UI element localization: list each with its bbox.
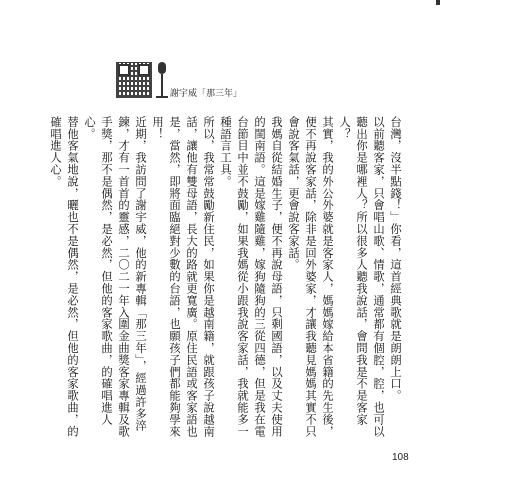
paragraph: 我媽自從結婚生子，便不再說母語，只剩國語，以及丈夫使用的閩南語。這是嫁雞隨雞，嫁狗隨狗的三從四德，但是我在電台節目中並不鼓勵，如果我媽從小跟我說客家話，我就能多一種語言工具。 — [219, 116, 283, 438]
paragraph: 近期，我訪問了謝宇威，他的新專輯「那三年」，經過許多淬鍊，才有一首首的靈感，二〇二一年入圍金曲獎客家專輯及歌手獎，那不是偶然，是必然，但他的客家歌曲，的確唱進人心。 — [83, 116, 147, 438]
top-edge-mark — [436, 0, 440, 5]
paragraph: 其實，我的外公外婆就是客家人，媽媽嫁給本省籍的先生後，便不再說客家話，除非是回外婆家，才讓我聽見媽媽其實不只會說客氣話，更會說客家話。 — [287, 116, 334, 438]
qr-code[interactable] — [116, 62, 152, 98]
vertical-text-body — [49, 116, 404, 446]
paragraph: 所以，我常常鼓勵新住民，如果你是越南籍，就跟孩子說越南話，讓他有雙母語，長大的路就更寬廣。原住民語或客家語也是，當然，即將面臨絕對少數的台語，也願孩子們都能夠學來用！ — [151, 116, 215, 438]
qr-block — [116, 62, 256, 102]
qr-caption: 謝宇威「那三年」 — [170, 89, 243, 99]
page-number: 108 — [392, 452, 409, 463]
paragraph: 以前聽客家，只會唱山歌、情歌，通常都有個腔，腔，也可以聽出你是哪裡人？所以很多人聽我說話，會問我是不是客家人？ — [338, 116, 385, 438]
microphone-icon — [156, 62, 168, 102]
paragraph: 替他客氣地說，曬也不是偶然，是必然，但他的客家歌曲，的確唱進人心。 — [49, 116, 79, 438]
paragraph: 台灣，沒半點錢！」你看，這首經典歌就是朗朗上口。 — [389, 116, 402, 402]
